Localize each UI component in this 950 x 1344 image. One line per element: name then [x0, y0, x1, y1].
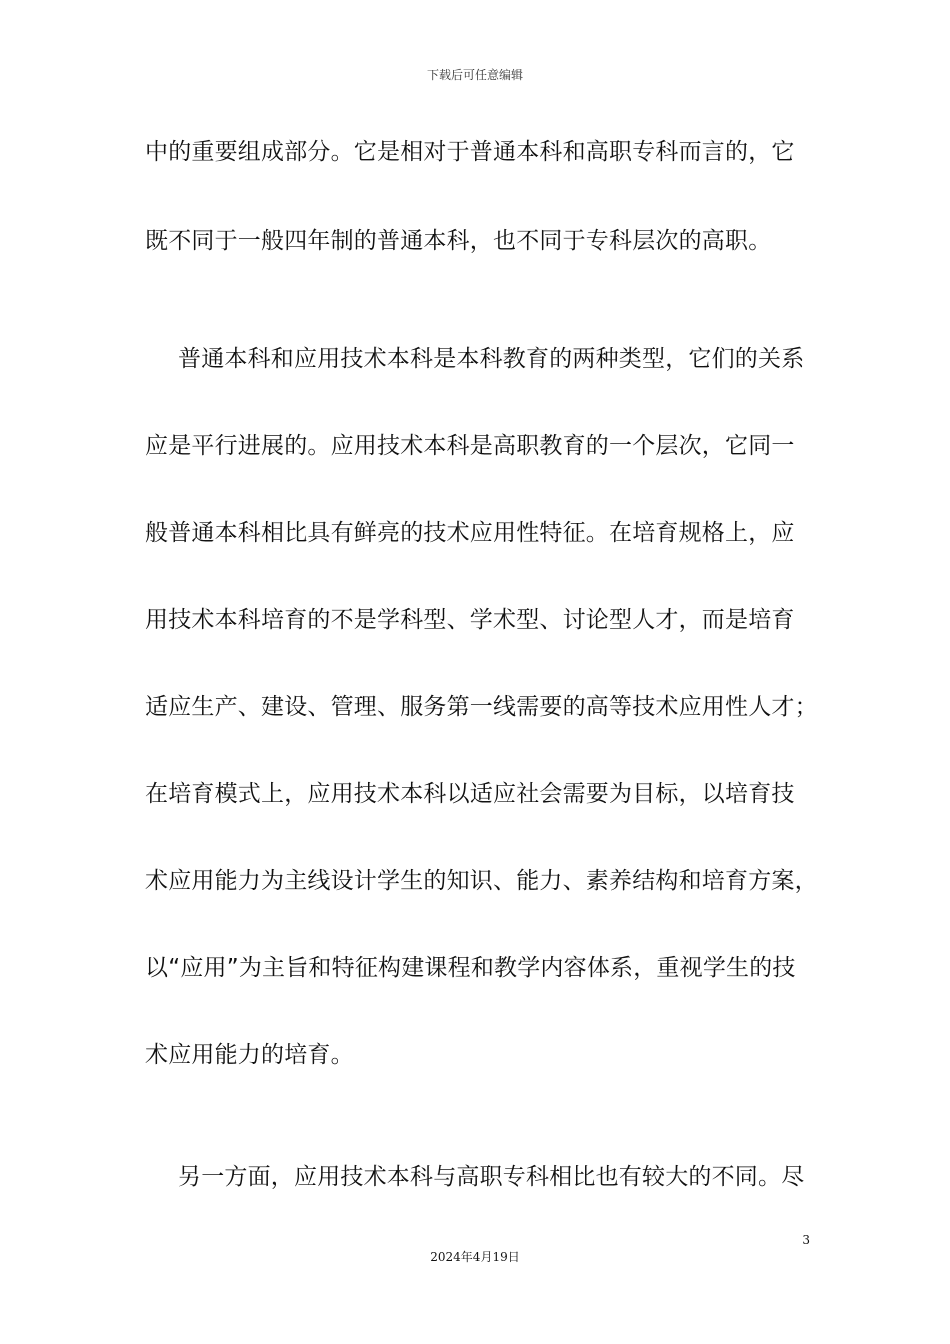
body-line-3: 普通本科和应用技术本科是本科教育的两种类型，它们的关系	[178, 346, 805, 372]
body-line-10: 以“应用”为主旨和特征构建课程和教学内容体系，重视学生的技	[145, 955, 796, 981]
body-line-12: 另一方面，应用技术本科与高职专科相比也有较大的不同。尽	[178, 1164, 805, 1190]
page-header: 下载后可任意编辑	[426, 68, 523, 82]
body-line-4: 应是平行进展的。应用技术本科是高职教育的一个层次，它同一	[145, 433, 795, 459]
body-line-11: 术应用能力的培育。	[145, 1042, 354, 1068]
body-line-7: 适应生产、建设、管理、服务第一线需要的高等技术应用性人才；	[145, 694, 818, 720]
footer-date: 2024年4月19日	[430, 1250, 520, 1264]
body-line-8: 在培育模式上，应用技术本科以适应社会需要为目标，以培育技	[145, 781, 795, 807]
body-line-5: 般普通本科相比具有鲜亮的技术应用性特征。在培育规格上，应	[145, 520, 795, 546]
body-line-2: 既不同于一般四年制的普通本科，也不同于专科层次的高职。	[145, 228, 772, 254]
body-line-6: 用技术本科培育的不是学科型、学术型、讨论型人才，而是培育	[145, 607, 795, 633]
body-line-1: 中的重要组成部分。它是相对于普通本科和高职专科而言的，它	[145, 139, 795, 165]
page-number: 3	[802, 1233, 810, 1247]
body-line-9: 术应用能力为主线设计学生的知识、能力、素养结构和培育方案，	[145, 868, 818, 894]
